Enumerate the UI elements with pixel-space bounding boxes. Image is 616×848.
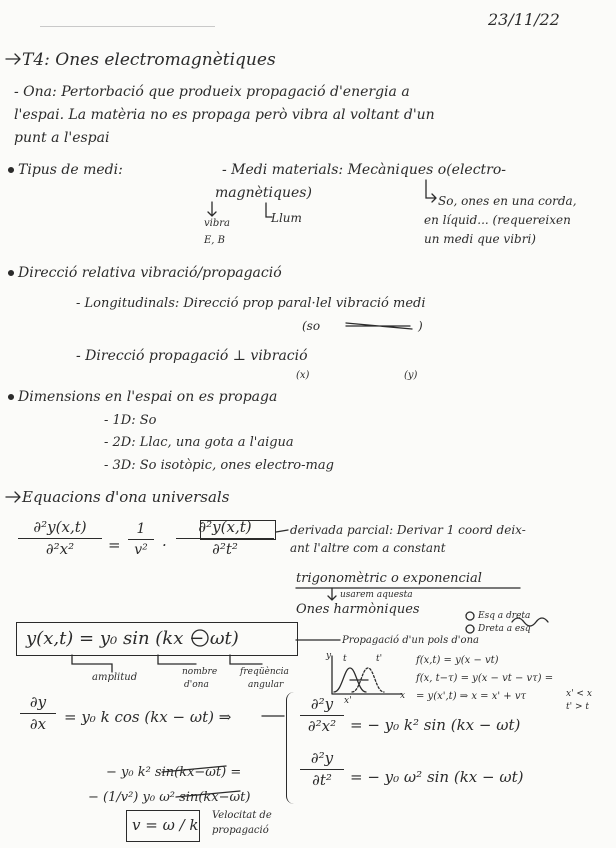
pulse-eq-2: f(x, t−τ) = y(x − vt − vτ) = (416, 673, 554, 684)
velocity-equation: v = ω / k (132, 816, 199, 834)
longitudinal-example-close: ) (418, 319, 423, 333)
nombre-label-2: d'ona (184, 680, 209, 690)
transversal-item: - Direcció propagació ⊥ vibració (76, 348, 308, 364)
sub1-strike (162, 766, 226, 772)
dy-rhs: = y₀ k cos (kx − ωt) ⇒ (64, 708, 232, 726)
y-direction-label: (y) (404, 370, 418, 381)
nombre-connector (158, 655, 196, 664)
dimension-2d: - 2D: Llac, una gota a l'aigua (104, 435, 294, 450)
pulse-eq-4: x' < x (566, 689, 592, 699)
pulse-axis (332, 656, 402, 694)
x-direction-label: (x) (296, 370, 310, 381)
pulse-label: Propagació d'un pols d'ona (342, 635, 479, 646)
date: 23/11/22 (488, 10, 560, 29)
pulse-eq-1: f(x,t) = y(x − vt) (416, 655, 499, 666)
freq-label-2: angular (248, 680, 284, 690)
trig-down-arrow (328, 588, 336, 600)
wave-eq-equals: = (108, 536, 121, 554)
wave-eq-v2: v² (134, 542, 148, 559)
pulse-axis-y: y (326, 651, 332, 661)
partial-note-1: derivada parcial: Derivar 1 coord deix- (290, 523, 526, 537)
minus-circle (466, 612, 474, 620)
trig-label: trigonomètric o exponencial (296, 571, 482, 586)
medium-types-heading: Tipus de medi: (18, 162, 123, 178)
freq-connector (230, 655, 262, 664)
medium-types-item: - Medi materials: Mecàniques o(electro- (222, 162, 507, 178)
dimension-1d: - 1D: So (104, 413, 157, 428)
wave-eq-rhs-den: ∂²t² (212, 540, 238, 559)
wiggle-arrow (512, 618, 548, 626)
definition-line-2: l'espai. La matèria no es propaga però vibra al voltant d'un (14, 107, 435, 123)
wave-eq-dot: · (162, 536, 167, 554)
llum-arrow (266, 203, 272, 217)
bullet-direction (9, 271, 14, 276)
pulse-eq-3: = y(x',t) ⇒ x = x' + vτ (416, 691, 527, 702)
longitudinal-item: - Longitudinals: Direcció prop paral·lel vibració medi (76, 296, 426, 311)
bullet-dimensions (9, 395, 14, 400)
mechanical-note-2: en líquid... (requereixen (424, 213, 571, 227)
partial-note-2: ant l'altre com a constant (290, 541, 446, 555)
substitution-2: − (1/v²) y₀ ω² sin(kx−ωt) (88, 790, 251, 805)
harmonic-label: Ones harmòniques (296, 602, 420, 617)
dimension-3d: - 3D: So isotòpic, ones electro-mag (104, 458, 334, 473)
vibra-label: vibra (204, 218, 230, 229)
circled-minus (192, 630, 208, 646)
d2t-rhs: = − y₀ ω² sin (kx − ωt) (350, 768, 524, 786)
partial-arrow (276, 530, 288, 532)
amplitud-connector (72, 655, 112, 672)
universal-heading: Equacions d'ona universals (22, 488, 230, 506)
medium-types-cont: magnètiques) (215, 185, 312, 201)
mechanical-arrow (426, 180, 436, 202)
d2t-den: ∂t² (312, 771, 332, 790)
freq-label-1: freqüència (240, 667, 289, 677)
pulse-eq-5: t' > t (566, 702, 589, 712)
amplitud-label: amplitud (92, 672, 138, 683)
llum-label: Llum (271, 211, 302, 225)
plus-note: Dreta a esq (478, 624, 531, 634)
wave-eq-lhs-den: ∂²x² (45, 540, 75, 559)
d2y-rhs: = − y₀ k² sin (kx − ωt) (350, 716, 521, 734)
mechanical-note-1: So, ones en una corda, (438, 194, 577, 208)
velocity-label-1: Velocitat de (212, 810, 272, 821)
universal-arrow (6, 492, 20, 502)
struck-word (346, 323, 412, 329)
dy-num: ∂y (29, 693, 47, 711)
mechanical-note-3: un medi que vibri) (424, 232, 536, 246)
d2t-num: ∂²y (310, 749, 334, 767)
bullet-medium (9, 168, 14, 173)
ev-label: E, B (204, 235, 226, 246)
trig-note: usarem aquesta (340, 590, 413, 600)
title-arrow (6, 54, 20, 64)
direction-heading: Direcció relativa vibració/propagació (18, 265, 282, 281)
dimensions-heading: Dimensions en l'espai on es propaga (18, 389, 278, 405)
longitudinal-example: (so (302, 319, 321, 333)
harmonic-equation: y(x,t) = y₀ sin (kx − ωt) (26, 628, 239, 649)
velocity-label-2: propagació (212, 825, 269, 836)
wave-eq-one: 1 (136, 521, 146, 537)
dy-den: ∂x (29, 715, 47, 734)
pulse-axis-x: x (400, 691, 406, 701)
page-title: T4: Ones electromagnètiques (22, 50, 276, 70)
substitution-1: − y₀ k² sin(kx−ωt) = (106, 765, 242, 780)
vibra-arrow (208, 202, 216, 216)
definition-line-3: punt a l'espai (14, 130, 110, 146)
nombre-label-1: nombre (182, 667, 218, 677)
pulse-x-prime: x' (344, 696, 352, 706)
pulse-t-prime: t' (376, 654, 383, 664)
wave-eq-lhs-num: ∂²y(x,t) (33, 518, 87, 536)
wave-eq-rhs-num: ∂²y(x,t) (198, 518, 252, 536)
minus-note: Esq a dreta (478, 611, 531, 621)
d2y-num: ∂²y (310, 695, 334, 713)
pulse-t-label: t (343, 654, 347, 664)
sub2-strike (176, 791, 240, 797)
d2y-den: ∂²x² (307, 717, 337, 736)
definition-line-1: - Ona: Pertorbació que produeix propagació d'energia a (14, 84, 410, 100)
plus-circle (466, 625, 474, 633)
